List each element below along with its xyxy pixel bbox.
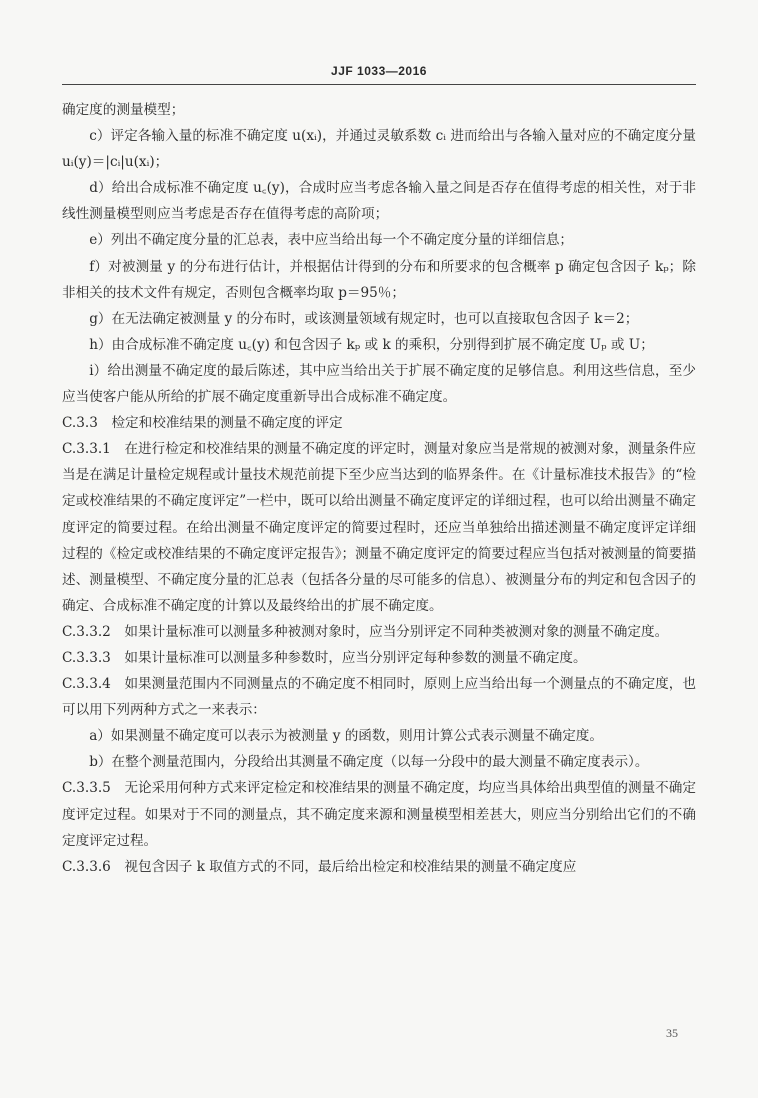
- paragraph: b）在整个测量范围内，分段给出其测量不确定度（以每一分段中的最大测量不确定度表示）。: [89, 754, 649, 771]
- paragraph: 确定度的测量模型；: [62, 102, 185, 118]
- clause: C.3.3.2 如果计量标准可以测量多种被测对象时，应当分别评定不同种类被测对象的测量不确定度。: [62, 623, 669, 640]
- paragraph: f）对被测量 y 的分布进行估计，并根据估计得到的分布和所要求的包含概率 p 确定包含因子 kₚ；除非相关的技术文件有规定，否则包含概率均取 p＝95％；: [62, 258, 696, 301]
- paragraph: i）给出测量不确定度的最后陈述，其中应当给出关于扩展不确定度的足够信息。利用这些信息，至少应当使客户能从所给的扩展不确定度重新导出合成标准不确定度。: [62, 362, 696, 406]
- clause: C.3.3.5 无论采用何种方式来评定检定和校准结果的测量不确定度，均应当具体给出典型值的测量不确定度评定过程。如果对于不同的测量点，其不确定度来源和测量模型相差甚大，则应当分别给出它们的不确定度评定过程。: [62, 780, 696, 849]
- page-header: JJF 1033—2016: [331, 64, 427, 78]
- paragraph: d）给出合成标准不确定度 u꜀(y)，合成时应当考虑各输入量之间是否存在值得考虑的相关性，对于非线性测量模型则应当考虑是否存在值得考虑的高阶项；: [62, 180, 696, 223]
- header-rule: [62, 84, 696, 85]
- paragraph: a）如果测量不确定度可以表示为被测量 y 的函数，则用计算公式表示测量不确定度。: [89, 728, 603, 745]
- paragraph: g）在无法确定被测量 y 的分布时，或该测量领域有规定时，也可以直接取包含因子 k＝2；: [89, 310, 639, 327]
- clause: C.3.3.4 如果测量范围内不同测量点的不确定度不相同时，原则上应当给出每一个测量点的不确定度，也可以用下列两种方式之一来表示：: [62, 676, 696, 719]
- section-heading: C.3.3 检定和校准结果的测量不确定度的评定: [62, 415, 343, 432]
- paragraph: e）列出不确定度分量的汇总表，表中应当给出每一个不确定度分量的详细信息；: [89, 232, 574, 249]
- paragraph: c）评定各输入量的标准不确定度 u(xᵢ)，并通过灵敏系数 cᵢ 进而给出与各输入量对应的不确定度分量 uᵢ(y)＝|cᵢ|u(xᵢ)；: [62, 128, 696, 171]
- clause: C.3.3.3 如果计量标准可以测量多种参数时，应当分别评定每种参数的测量不确定度。: [62, 649, 587, 666]
- document-body: [62, 97, 696, 880]
- clause: C.3.3.6 视包含因子 k 取值方式的不同，最后给出检定和校准结果的测量不确定度应: [62, 858, 577, 875]
- paragraph: h）由合成标准不确定度 u꜀(y) 和包含因子 kₚ 或 k 的乘积，分别得到扩展不确定度 Uₚ 或 U；: [89, 336, 654, 353]
- clause: C.3.3.1 在进行检定和校准结果的测量不确定度的评定时，测量对象应当是常规的被测对象，测量条件应当是在满足计量检定规程或计量技术规范前提下至少应当达到的临界条件。在《计量标准技术报告》的“检定或校准结果的不确定度评定”一栏中，既可以给出测量不确定度评定的详细过程，也可以给出测量不确定度评定的简要过程。在给出测量不确定度评定的简要过程时，还应当单独给出描述测量不确定度评定详细过程的《检定或校准结果的不确定度评定报告》；测量不确定度评定的简要过程应当包括对被测量的简要描述、测量模型、不确定度分量的汇总表（包括各分量的尽可能多的信息）、被测量分布的判定和包含因子的确定、合成标准不确定度的计算以及最终给出的扩展不确定度。: [62, 441, 696, 614]
- page-number: 35: [666, 1026, 678, 1040]
